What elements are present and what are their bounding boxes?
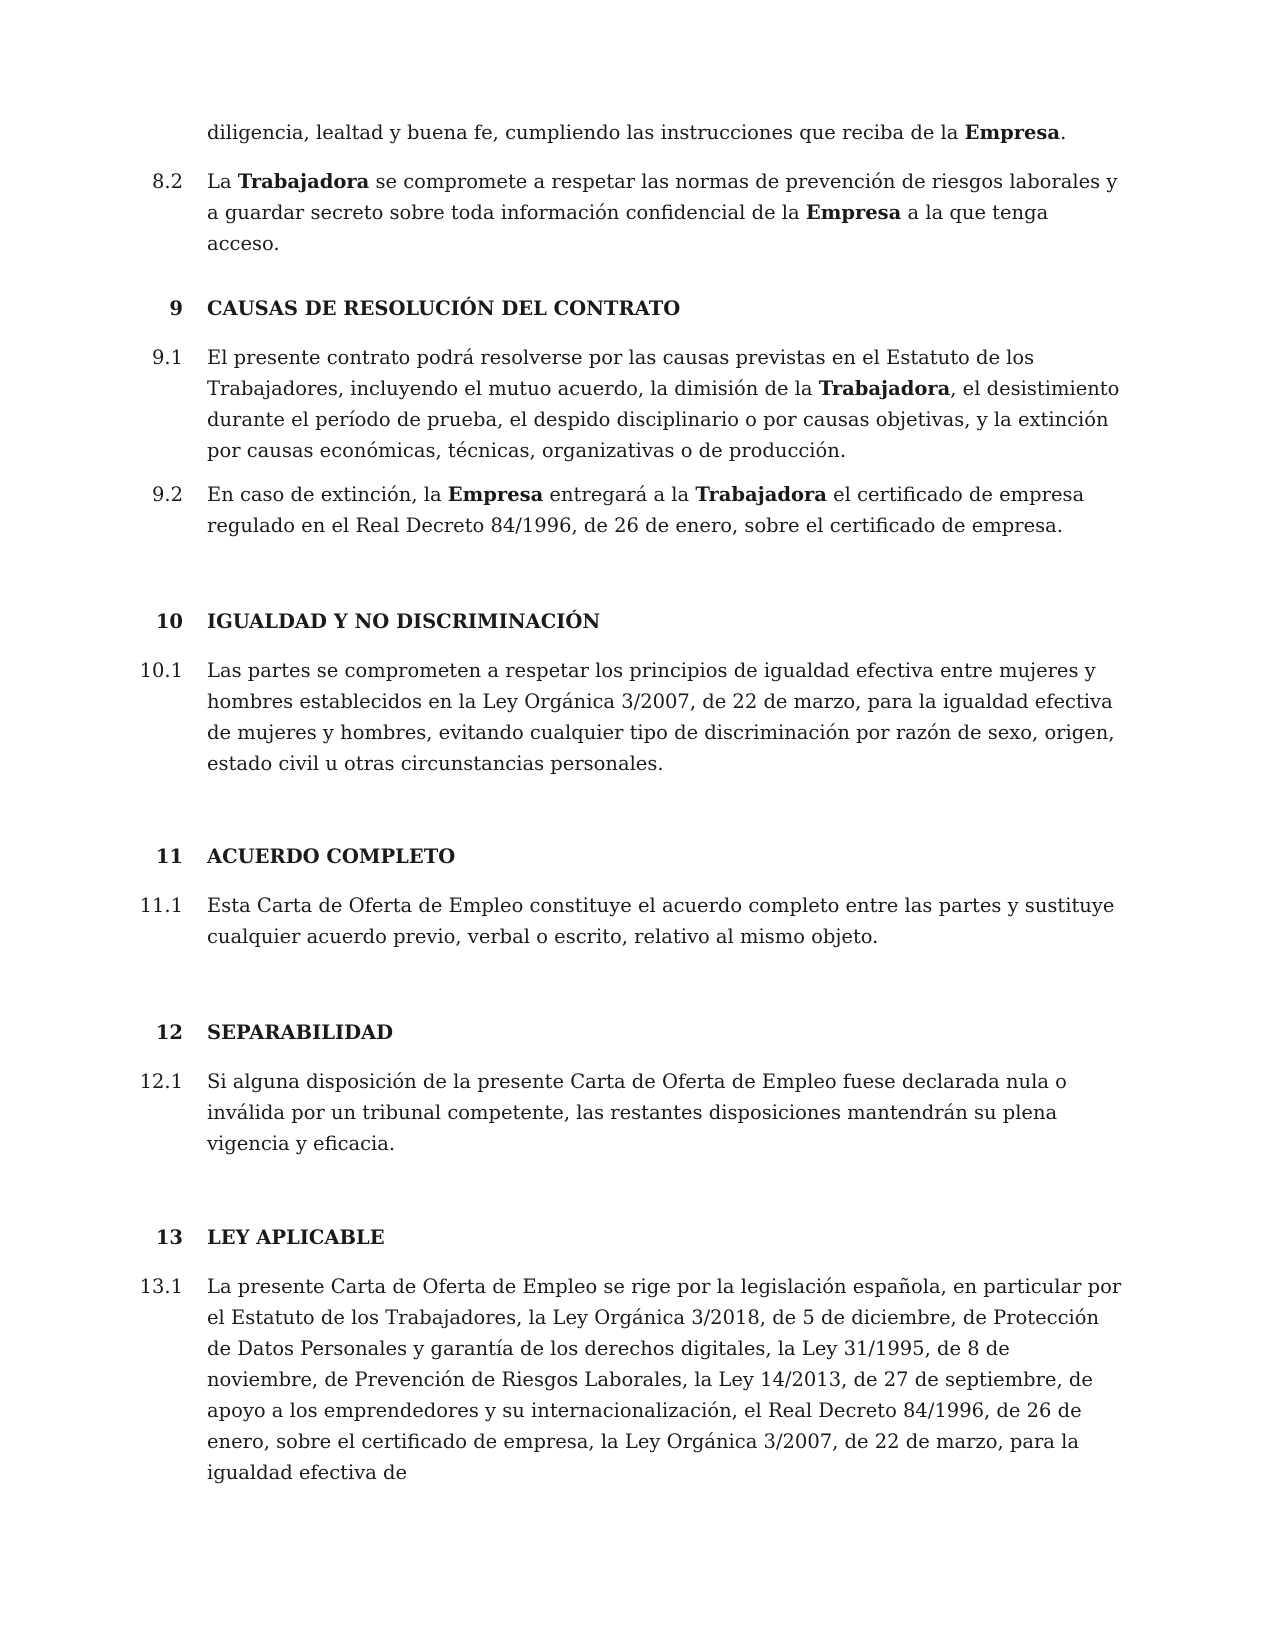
clause-number: 12.1 <box>139 1070 183 1093</box>
clause-10-1-text: Las partes se comprometen a respetar los principios de igualdad efectiva entre mujeres y hombres establecidos en la Ley Orgánica 3/2007, de 22 de marzo, para la igualdad efectiva de mujeres y hombres, evitando cualquier tipo de discriminación por razón de sexo, origen, estado civil u otras circunstancias personales. <box>207 659 1115 775</box>
section-number: 12 <box>155 1021 183 1044</box>
section-number: 9 <box>169 297 183 320</box>
defined-term: Trabajadora <box>237 170 370 193</box>
clause-number: 8.2 <box>151 170 183 193</box>
clause-text <box>207 117 1127 148</box>
clause-9-1-text: El presente contrato podrá resolverse por las causas previstas en el Estatuto de los Trabajadores, incluyendo el mutuo acuerdo, la dimisión de la Trabajadora, el desistimiento durante el período de prueba, el despido disciplinario o por causas objetivas, y la extinción por causas económicas, técnicas, organizativas o de producción. <box>207 346 1120 462</box>
defined-term: Empresa <box>447 483 544 506</box>
section-number: 10 <box>155 610 183 633</box>
clause-text <box>207 1271 1127 1488</box>
defined-term: Empresa <box>805 201 902 224</box>
section-title: ACUERDO COMPLETO <box>207 845 456 868</box>
section-title: LEY APLICABLE <box>207 1226 385 1249</box>
clause-number: 9.1 <box>151 346 183 369</box>
clause-text <box>207 890 1127 952</box>
clause-8-1-text: diligencia, lealtad y buena fe, cumpliendo las instrucciones que reciba de la Empresa. <box>207 121 1067 144</box>
clause-number: 9.2 <box>151 483 183 506</box>
clause-9-2-text: En caso de extinción, la Empresa entregará a la Trabajadora el certificado de empresa regulado en el Real Decreto 84/1996, de 26 de enero, sobre el certificado de empresa. <box>207 483 1085 537</box>
clause-number: 13.1 <box>139 1275 183 1298</box>
clause-number: 10.1 <box>139 659 183 682</box>
section-number: 13 <box>155 1226 183 1249</box>
section-title: SEPARABILIDAD <box>207 1021 394 1044</box>
clause-text <box>207 342 1127 466</box>
clause-text <box>207 1066 1127 1159</box>
clause-12-1-text: Si alguna disposición de la presente Carta de Oferta de Empleo fuese declarada nula o inválida por un tribunal competente, las restantes disposiciones mantendrán su plena vigencia y eficacia. <box>207 1070 1067 1155</box>
clause-11-1-text: Esta Carta de Oferta de Empleo constituye el acuerdo completo entre las partes y sustituye cualquier acuerdo previo, verbal o escrito, relativo al mismo objeto. <box>207 894 1115 948</box>
clause-text <box>207 166 1127 259</box>
section-number: 11 <box>155 845 183 868</box>
clause-13-1-text: La presente Carta de Oferta de Empleo se rige por la legislación española, en particular por el Estatuto de los Trabajadores, la Ley Orgánica 3/2018, de 5 de diciembre, de Protección de Datos Personales y garantía de los derechos digitales, la Ley 31/1995, de 8 de noviembre, de Prevención de Riesgos Laborales, la Ley 14/2013, de 27 de septiembre, de apoyo a los emprendedores y su internacionalización, el Real Decreto 84/1996, de 26 de enero, sobre el certificado de empresa, la Ley Orgánica 3/2007, de 22 de marzo, para la igualdad efectiva de <box>207 1275 1122 1484</box>
defined-term: Empresa <box>964 121 1061 144</box>
clause-8-2-text: La Trabajadora se compromete a respetar las normas de prevención de riesgos laborales y a guardar secreto sobre toda información confidencial de la Empresa a la que tenga acceso. <box>207 170 1118 255</box>
defined-term: Trabajadora <box>695 483 827 506</box>
clause-number: 11.1 <box>139 894 183 917</box>
clause-text <box>207 479 1127 541</box>
section-title: IGUALDAD Y NO DISCRIMINACIÓN <box>207 610 601 633</box>
clause-text <box>207 655 1127 779</box>
defined-term: Trabajadora <box>818 377 951 400</box>
section-title: CAUSAS DE RESOLUCIÓN DEL CONTRATO <box>207 297 681 320</box>
